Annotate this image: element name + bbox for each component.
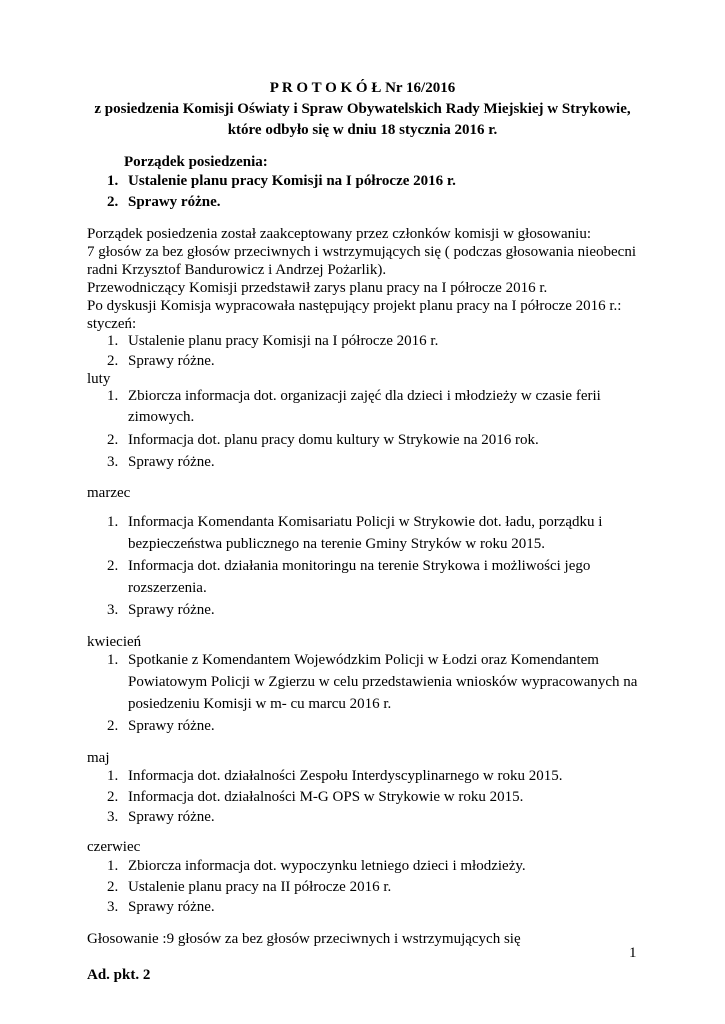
protocol-subtitle: z posiedzenia Komisji Oświaty i Spraw Obywatelskich Rady Miejskiej w Strykowie, [94, 101, 631, 117]
agenda-heading: Porządek posiedzenia: [124, 154, 268, 170]
list-item: Ustalenie planu pracy Komisji na I półrocze 2016 r. [128, 333, 439, 349]
list-item-continuation: zimowych. [128, 409, 195, 425]
month-label-marzec: marzec [87, 485, 131, 501]
list-item-continuation: Powiatowym Policji w Zgierzu w celu przedstawienia wniosków wypracowanych na [128, 674, 638, 690]
list-item-continuation: posiedzeniu Komisji w m- cu marcu 2016 r. [128, 696, 392, 712]
list-item-number: 1. [107, 333, 119, 349]
list-item: Informacja dot. działalności Zespołu Interdyscyplinarnego w roku 2015. [128, 768, 563, 784]
list-item: Zbiorcza informacja dot. organizacji zajęć dla dzieci i młodzieży w czasie ferii [128, 388, 601, 404]
list-item: Sprawy różne. [128, 899, 215, 915]
agenda-item-number: 1. [107, 173, 119, 189]
page-number: 1 [629, 945, 637, 961]
list-item: Zbiorcza informacja dot. wypoczynku letniego dzieci i młodzieży. [128, 858, 526, 874]
protocol-title: P R O T O K Ó Ł Nr 16/2016 [269, 80, 456, 96]
list-item: Sprawy różne. [128, 602, 215, 618]
list-item-number: 3. [107, 454, 119, 470]
month-label-luty: luty [87, 371, 111, 387]
list-item-number: 1. [107, 652, 119, 668]
agenda-item-number: 2. [107, 194, 119, 210]
list-item: Sprawy różne. [128, 718, 215, 734]
list-item-number: 1. [107, 768, 119, 784]
protocol-date-line: które odbyło się w dniu 18 stycznia 2016 r. [227, 122, 498, 138]
list-item-number: 2. [107, 432, 119, 448]
agenda-item: Sprawy różne. [128, 194, 221, 210]
intro-line: Po dyskusji Komisja wypracowała następujący projekt planu pracy na I półrocze 2016 r.: [87, 298, 622, 314]
list-item-number: 1. [107, 514, 119, 530]
list-item: Informacja dot. planu pracy domu kultury w Strykowie na 2016 rok. [128, 432, 539, 448]
list-item-number: 2. [107, 718, 119, 734]
list-item: Informacja dot. działania monitoringu na terenie Strykowa i możliwości jego [128, 558, 591, 574]
intro-line: Przewodniczący Komisji przedstawił zarys planu pracy na I półrocze 2016 r. [87, 280, 548, 296]
list-item-number: 3. [107, 899, 119, 915]
vote-summary: Głosowanie :9 głosów za bez głosów przeciwnych i wstrzymujących się [87, 931, 521, 947]
intro-line: Porządek posiedzenia został zaakceptowany przez członków komisji w głosowaniu: [87, 226, 592, 242]
list-item: Informacja dot. działalności M-G OPS w Strykowie w roku 2015. [128, 789, 524, 805]
list-item: Sprawy różne. [128, 454, 215, 470]
list-item-number: 1. [107, 858, 119, 874]
list-item-number: 2. [107, 353, 119, 369]
list-item-number: 1. [107, 388, 119, 404]
list-item-number: 2. [107, 789, 119, 805]
month-label-styczen: styczeń: [87, 316, 137, 332]
month-label-maj: maj [87, 750, 110, 766]
list-item: Informacja Komendanta Komisariatu Policji w Strykowie dot. ładu, porządku i [128, 514, 603, 530]
list-item-continuation: bezpieczeństwa publicznego na terenie Gminy Stryków w roku 2015. [128, 536, 545, 552]
intro-line: radni Krzysztof Bandurowicz i Andrzej Pożarlik). [87, 262, 387, 278]
agenda-item: Ustalenie planu pracy Komisji na I półrocze 2016 r. [128, 173, 456, 189]
month-label-kwiecien: kwiecień [87, 634, 142, 650]
list-item-number: 2. [107, 558, 119, 574]
list-item: Sprawy różne. [128, 353, 215, 369]
intro-line: 7 głosów za bez głosów przeciwnych i wstrzymujących się ( podczas głosowania nieobecni [87, 244, 636, 260]
month-label-czerwiec: czerwiec [87, 839, 141, 855]
list-item-number: 3. [107, 602, 119, 618]
list-item: Spotkanie z Komendantem Wojewódzkim Policji w Łodzi oraz Komendantem [128, 652, 599, 668]
list-item-number: 3. [107, 809, 119, 825]
list-item: Sprawy różne. [128, 809, 215, 825]
list-item-number: 2. [107, 879, 119, 895]
section-heading: Ad. pkt. 2 [87, 967, 151, 983]
list-item: Ustalenie planu pracy na II półrocze 2016 r. [128, 879, 392, 895]
list-item-continuation: rozszerzenia. [128, 580, 207, 596]
